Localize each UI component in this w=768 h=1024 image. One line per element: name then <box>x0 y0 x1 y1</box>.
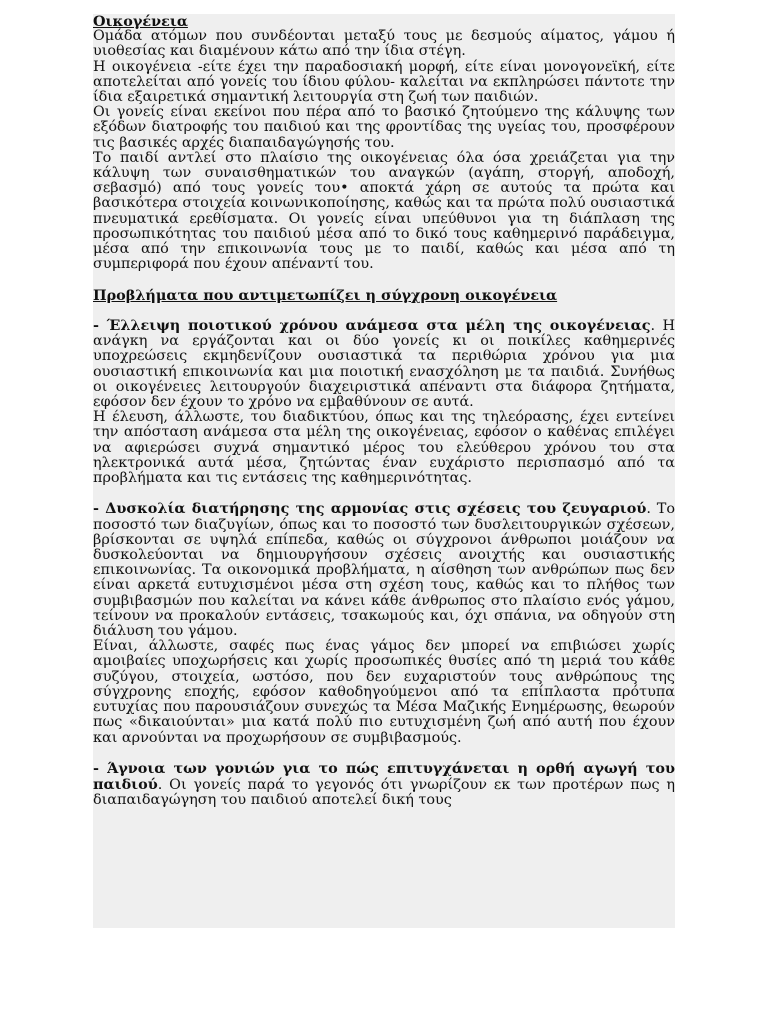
problem-text: . Η ανάγκη να εργάζονται και οι δύο γονείς κι οι ποικίλες καθημερινές υποχρεώσεις εκμηδενίζουν ουσιαστικά τα περιθώρια χρόνου για μια ουσιαστική επικοινωνία και μια ποιοτική ενασχόληση με τα παιδιά. Συνήθως οι οικογένειες λειτουργούν διαχειριστικά απέναντι στα διάφορα ζητήματα, εφόσον δεν έχουν το χρόνο να εμβαθύνουν σε αυτά. <box>93 318 675 411</box>
problem-title: - Δυσκολία διατήρησης της αρμονίας στις σχέσεις του ζευγαριού <box>93 500 647 518</box>
intro-paragraph: Ομάδα ατόμων που συνδέονται μεταξύ τους με δεσμούς αίματος, γάμου ή υιοθεσίας και διαμένουν κάτω από την ίδια στέγη. <box>93 28 675 60</box>
spacer <box>93 303 675 318</box>
intro-paragraph: Η οικογένεια -είτε έχει την παραδοσιακή μορφή, είτε είναι μονογονεϊκή, είτε αποτελείται από γονείς του ίδιου φύλου- καλείται να εκπληρώσει πάντοτε την ίδια εξαιρετικά σημαντική λειτουργία στη ζωή των παιδιών. <box>93 58 675 106</box>
document-page <box>93 14 675 928</box>
problem-paragraph <box>93 501 675 639</box>
intro-paragraph: Οι γονείς είναι εκείνοι που πέρα από το βασικό ζητούμενο της κάλυψης των εξόδων διατροφής του παιδιού και της φροντίδας της υγείας του, προσφέρουν τις βασικές αρχές διαπαιδαγώγησής του. <box>93 104 675 151</box>
problem-text: . Οι γονείς παρά το γεγονός ότι γνωρίζουν εκ των προτέρων πως η διαπαιδαγώγηση του παιδιού αποτελεί δική τους <box>93 777 675 809</box>
problem-text: . Το ποσοστό των διαζυγίων, όπως και το ποσοστό των δυσλειτουργικών σχέσεων, βρίσκονται σε υψηλά επίπεδα, καθώς οι σύγχρονοι άνθρωποι μοιάζουν να δυσκολεύονται να δημιουργήσουν σχέσεις ανοιχτής και ουσιαστικής επικοινωνίας. Τα οικονομικά προβλήματα, η αίσθηση των ανθρώπων πως δεν είναι αρκετά ευτυχισμένοι μέσα στη σχέση τους, καθώς και το πλήθος των συμβιβασμών που καλείται να κάνει κάθε άνθρωπος στο πλαίσιο ενός γάμου, τείνουν να προκαλούν εντάσεις, τσακωμούς και, όχι σπάνια, να οδηγούν στη διάλυση του γάμου. <box>93 501 675 640</box>
problem-paragraph <box>93 761 675 809</box>
spacer <box>93 486 675 501</box>
problem-paragraph <box>93 318 675 410</box>
problem-paragraph: Η έλευση, άλλωστε, του διαδικτύου, όπως και της τηλεόρασης, έχει εντείνει την απόσταση ανάμεσα στα μέλη της οικογένειας, εφόσον ο καθένας επιλέγει να αφιερώσει συχνά σημαντικό μέρος του ελεύθερου χρόνου του στα ηλεκτρονικά αυτά μέσα, ζητώντας έναν ευχάριστο περισπασμό από τα προβλήματα και τις εντάσεις της καθημερινότητας. <box>93 409 675 487</box>
document-title: Οικογένεια <box>93 14 188 30</box>
problem-title: - Έλλειψη ποιοτικού χρόνου ανάμεσα στα μέλη της οικογένειας <box>93 317 651 335</box>
problem-title: - Άγνοια των γονιών για το πώς επιτυγχάνεται η ορθή αγωγή του παιδιού <box>93 759 675 794</box>
spacer <box>93 746 675 761</box>
problem-paragraph: Είναι, άλλωστε, σαφές πως ένας γάμος δεν μπορεί να επιβιώσει χωρίς αμοιβαίες υποχωρήσεις και χωρίς προσωπικές θυσίες από τη μεριά του κάθε συζύγου, στοιχεία, ωστόσο, που δεν ευχαριστούν τους ανθρώπους της σύγχρονης εποχής, εφόσον καθοδηγούμενοι από τα επίπλαστα πρότυπα ευτυχίας που παρουσιάζουν συνεχώς τα Μέσα Μαζικής Ενημέρωσης, θεωρούν πως «δικαιούνται» μια κατά πολύ πιο ευτυχισμένη ζωή από αυτή που έχουν και αρνούνται να προχωρήσουν σε συμβιβασμούς. <box>93 638 675 746</box>
intro-paragraph: Το παιδί αντλεί στο πλαίσιο της οικογένειας όλα όσα χρειάζεται για την κάλυψη των συναισθηματικών του αναγκών (αγάπη, στοργή, αποδοχή, σεβασμό) από τους γονείς του• αποκτά χάρη σε αυτούς τα πρώτα και βασικότερα στοιχεία κοινωνικοποίησης, καθώς και τα πρώτα πολύ ουσιαστικά πνευματικά ερεθίσματα. Οι γονείς είναι υπεύθυνοι για τη διάπλαση της προσωπικότητας του παιδιού μέσα από το δικό τους καθημερινό παράδειγμα, μέσα από την επικοινωνία τους με το παιδί, καθώς και μέσα από τη συμπεριφορά που έχουν απέναντί του. <box>93 149 675 273</box>
problems-heading: Προβλήματα που αντιμετωπίζει η σύγχρονη οικογένεια <box>93 286 558 304</box>
spacer <box>93 272 675 287</box>
